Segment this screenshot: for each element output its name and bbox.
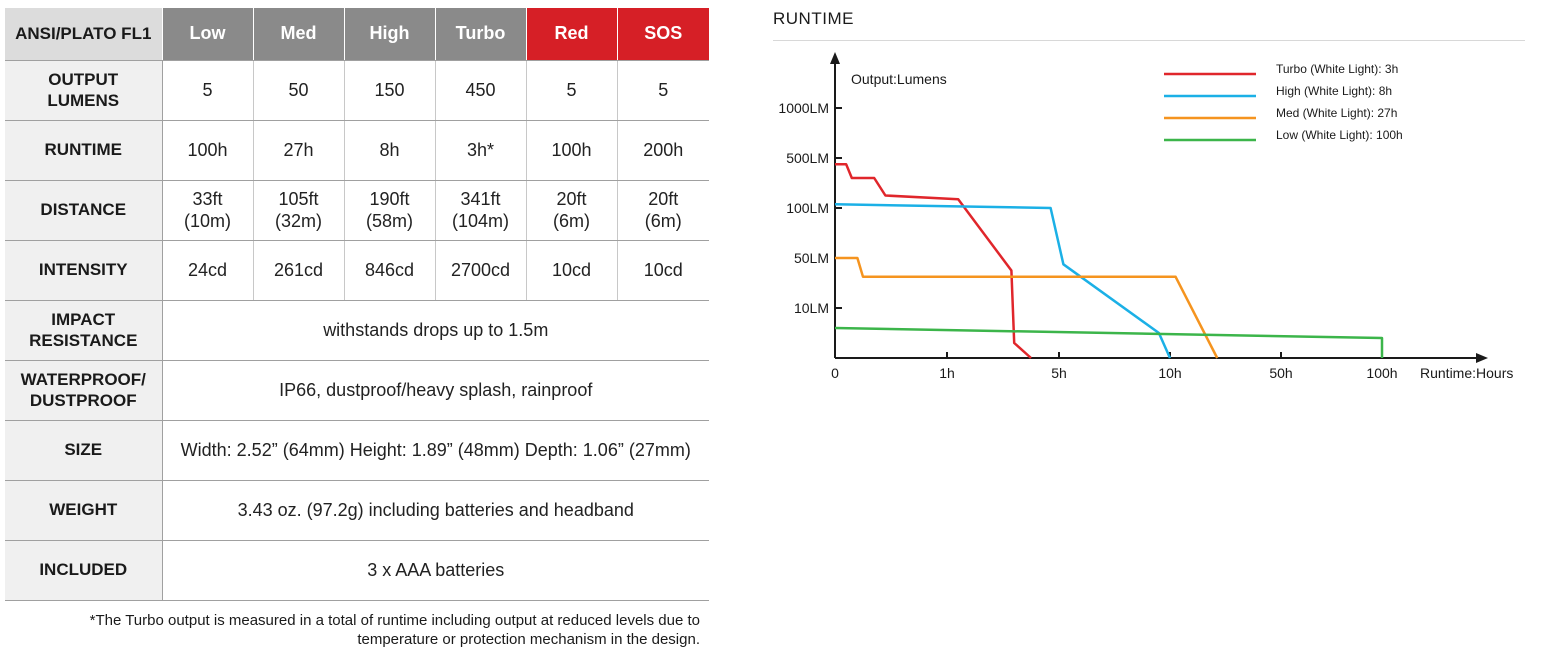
- spec-value-cell: [253, 121, 344, 181]
- y-tick-label: 100LM: [786, 200, 829, 216]
- spec-value-line: 341ft: [460, 188, 501, 209]
- spec-row: [5, 301, 709, 361]
- spec-value-cell: [253, 61, 344, 121]
- footnote-line: *The Turbo output is measured in a total of runtime including output at reduced levels due to: [89, 612, 700, 629]
- spec-value-cell: [344, 61, 435, 121]
- legend-label: Turbo (White Light): 3h: [1276, 62, 1399, 76]
- spec-value-cell: [526, 61, 617, 121]
- y-axis-label: Output:Lumens: [851, 71, 947, 87]
- spec-value-line: 150: [374, 79, 405, 100]
- spec-value-all-modes: IP66, dustproof/heavy splash, rainproof: [162, 361, 709, 421]
- y-tick-label: 50LM: [793, 250, 829, 266]
- mode-header-red: Red: [526, 8, 617, 61]
- spec-row-label-line: LUMENS: [47, 90, 120, 110]
- x-axis-arrow-icon: [1476, 353, 1488, 363]
- spec-value-all-modes: Width: 2.52” (64mm) Height: 1.89” (48mm) Depth: 1.06” (27mm): [162, 421, 709, 481]
- spec-value-line: 8h: [379, 139, 400, 160]
- spec-value-line: 10cd: [643, 259, 683, 280]
- spec-row-label-line: RUNTIME: [44, 140, 122, 160]
- spec-value-cell: [617, 61, 709, 121]
- spec-row: [5, 121, 709, 181]
- spec-value-line: 33ft: [192, 188, 223, 209]
- spec-row-label-line: DUSTPROOF: [29, 390, 137, 410]
- spec-value-cell: [344, 241, 435, 301]
- spec-row-label: [5, 181, 162, 241]
- x-tick-label: 50h: [1269, 365, 1293, 381]
- spec-value-cell: [162, 181, 253, 241]
- legend-label: Low (White Light): 100h: [1276, 128, 1403, 142]
- mode-header-low: Low: [162, 8, 253, 61]
- y-tick-label: 1000LM: [778, 100, 829, 116]
- spec-row-label: [5, 121, 162, 181]
- x-tick-label: 100h: [1366, 365, 1398, 381]
- mode-header-sos: SOS: [617, 8, 709, 61]
- spec-row-label-line: WATERPROOF/: [20, 370, 146, 390]
- spec-row-label-line: IMPACT: [51, 310, 116, 330]
- spec-row-label-line: RESISTANCE: [29, 330, 138, 350]
- spec-value-line: 3h*: [466, 139, 495, 160]
- spec-value-line: (10m): [183, 210, 231, 231]
- spec-value-line: 20ft: [648, 188, 679, 209]
- mode-header-high: High: [344, 8, 435, 61]
- spec-row-label: [5, 421, 162, 481]
- spec-value-line: 5: [202, 79, 213, 100]
- legend-label: Med (White Light): 27h: [1276, 106, 1398, 120]
- spec-value-line: 50: [288, 79, 309, 100]
- spec-value-cell: [344, 121, 435, 181]
- spec-value-all-modes: 3 x AAA batteries: [162, 541, 709, 601]
- spec-row: [5, 61, 709, 121]
- spec-row-label: [5, 61, 162, 121]
- spec-value-cell: [435, 121, 526, 181]
- spec-body: [5, 61, 709, 601]
- spec-value-line: 846cd: [364, 259, 415, 280]
- spec-row-label-line: OUTPUT: [48, 70, 119, 90]
- mode-header-turbo: Turbo: [435, 8, 526, 61]
- spec-value-cell: [526, 181, 617, 241]
- spec-header-row: [5, 8, 709, 61]
- spec-value-line: 105ft: [278, 188, 319, 209]
- spec-row-label-line: INTENSITY: [38, 260, 128, 280]
- spec-value-cell: [617, 181, 709, 241]
- spec-row-label: [5, 541, 162, 601]
- spec-row-label-line: DISTANCE: [40, 200, 127, 220]
- spec-value-cell: [162, 61, 253, 121]
- spec-value-cell: [253, 241, 344, 301]
- spec-value-all-modes: withstands drops up to 1.5m: [162, 301, 709, 361]
- spec-value-line: (104m): [451, 210, 509, 231]
- spec-value-line: (58m): [365, 210, 413, 231]
- spec-value-cell: [435, 61, 526, 121]
- legend-label: High (White Light): 8h: [1276, 84, 1393, 98]
- spec-value-line: 27h: [283, 139, 314, 160]
- spec-value-line: (32m): [274, 210, 322, 231]
- series-line-high: [835, 204, 1170, 358]
- spec-row-label: [5, 361, 162, 421]
- spec-value-cell: [617, 241, 709, 301]
- spec-value-line: 20ft: [556, 188, 587, 209]
- spec-row: [5, 541, 709, 601]
- spec-row: [5, 481, 709, 541]
- x-tick-label: 0: [831, 365, 839, 381]
- spec-value-line: 10cd: [551, 259, 592, 280]
- spec-value-all-modes: 3.43 oz. (97.2g) including batteries and headband: [162, 481, 709, 541]
- chart-legend: [1164, 62, 1403, 142]
- spec-row-label-line: SIZE: [64, 440, 103, 460]
- spec-corner-label: ANSI/PLATO FL1: [5, 8, 162, 61]
- y-axis-arrow-icon: [830, 52, 840, 64]
- runtime-chart: [760, 40, 1540, 390]
- spec-table: [5, 8, 709, 601]
- spec-value-line: 200h: [643, 139, 684, 160]
- spec-value-cell: [526, 241, 617, 301]
- spec-value-cell: [526, 121, 617, 181]
- spec-row-label: [5, 301, 162, 361]
- spec-value-line: 190ft: [369, 188, 410, 209]
- spec-value-cell: [617, 121, 709, 181]
- spec-value-line: (6m): [553, 210, 590, 231]
- mode-header-med: Med: [253, 8, 344, 61]
- spec-row-label-line: INCLUDED: [39, 560, 128, 580]
- spec-value-line: 261cd: [273, 259, 324, 280]
- y-tick-label: 500LM: [786, 150, 829, 166]
- spec-value-cell: [253, 181, 344, 241]
- spec-value-line: 24cd: [187, 259, 228, 280]
- runtime-title: RUNTIME: [773, 9, 854, 28]
- spec-value-line: (6m): [644, 210, 682, 231]
- spec-row: [5, 421, 709, 481]
- chart-series: [835, 164, 1382, 358]
- chart-axes: [778, 52, 1513, 381]
- spec-row: [5, 241, 709, 301]
- spec-row: [5, 361, 709, 421]
- spec-row-label: [5, 481, 162, 541]
- spec-value-line: 5: [658, 79, 669, 100]
- spec-value-line: 100h: [551, 139, 592, 160]
- spec-value-cell: [162, 121, 253, 181]
- spec-row: [5, 181, 709, 241]
- spec-value-cell: [435, 181, 526, 241]
- y-tick-label: 10LM: [793, 300, 829, 316]
- spec-value-cell: [435, 241, 526, 301]
- series-line-med: [835, 258, 1217, 358]
- x-tick-label: 5h: [1051, 365, 1067, 381]
- x-tick-label: 10h: [1158, 365, 1182, 381]
- spec-row-label-line: WEIGHT: [49, 500, 118, 520]
- x-tick-label: 1h: [939, 365, 955, 381]
- turbo-footnote: [5, 611, 700, 649]
- series-line-low: [835, 328, 1382, 358]
- spec-value-cell: [162, 241, 253, 301]
- spec-value-line: 2700cd: [450, 259, 511, 280]
- footnote-line: temperature or protection mechanism in the design.: [357, 631, 700, 648]
- spec-value-line: 5: [566, 79, 577, 100]
- x-axis-label: Runtime:Hours: [1420, 365, 1514, 381]
- spec-value-line: 450: [465, 79, 496, 100]
- spec-value-line: 100h: [187, 139, 228, 160]
- spec-row-label: [5, 241, 162, 301]
- spec-value-cell: [344, 181, 435, 241]
